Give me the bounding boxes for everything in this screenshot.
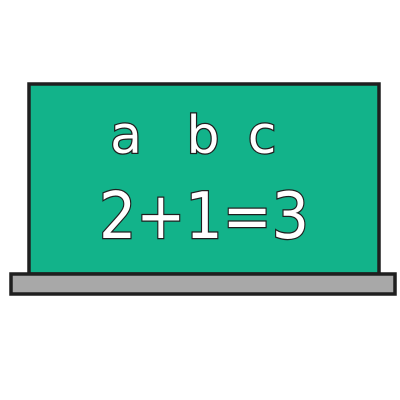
chalk-letter-b: b — [186, 106, 220, 166]
chalk-letter-c: c — [247, 106, 277, 166]
chalk-ledge — [11, 274, 395, 294]
chalk-letter-a: a — [110, 106, 142, 166]
chalk-equation: 2+1=3 — [99, 180, 309, 254]
